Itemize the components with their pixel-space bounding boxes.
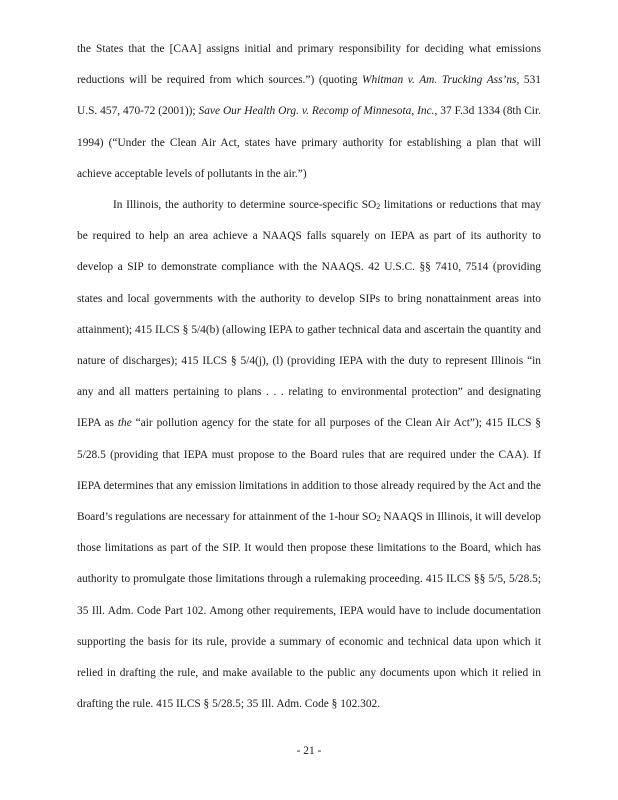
text-run: “air pollution agency for the state for all purposes of the Clean Air Act”); 415 ILCS § 5/28.5 (providing that IEPA must propose to the Board rules that are required under the CAA). If IEPA determines that any emission limitations in addition to those already required by the Act and the Board’s regulations are necessary for attainment of the 1-hour SO <box>77 417 541 524</box>
paragraph-illinois-authority <box>77 190 541 720</box>
case-citation: Save Our Health Org. v. Recomp of Minnesota, Inc. <box>198 105 435 118</box>
text-run: the States that the [CAA] assigns initial and primary responsibility for deciding what emissions reductions will be required from which sources.”) (quoting <box>77 43 541 87</box>
document-body <box>77 34 541 720</box>
page-number: - 21 - <box>296 745 322 757</box>
text-run: , 37 F.3d 1334 (8th Cir. 1994) (“Under the Clean Air Act, states have primary authority for establishing a plan that will achieve acceptable levels of pollutants in the air.”) <box>77 105 541 180</box>
case-citation: the <box>117 417 132 430</box>
paragraph-continuation <box>77 34 541 190</box>
subscript: 2 <box>376 202 381 212</box>
subscript: 2 <box>376 514 381 524</box>
case-citation: Whitman v. Am. Trucking Ass’ns, <box>362 74 520 87</box>
text-run: NAAQS in Illinois, it will develop those limitations as part of the SIP. It would then propose these limitations to the Board, which has authority to promulgate those limitations through a rulemaking proceeding. 415 ILCS §§ 5/5, 5/28.5; 35 Ill. Adm. Code Part 102. Among other requirements, IEPA would have to include documentation supporting the basis for its rule, provide a summary of economic and technical data upon which it relied in drafting the rule, and make available to the public any documents upon which it relied in drafting the rule. 415 ILCS § 5/28.5; 35 Ill. Adm. Code § 102.302. <box>77 511 541 711</box>
text-run: In Illinois, the authority to determine source-specific SO <box>113 199 377 212</box>
text-run: limitations or reductions that may be required to help an area achieve a NAAQS falls squarely on IEPA as part of its authority to develop a SIP to demonstrate compliance with the NAAQS. 42 U.S.C. §§ 7410, 7514 (providing states and local governments with the authority to develop SIPs to bring nonattainment areas into attainment); 415 ILCS § 5/4(b) (allowing IEPA to gather technical data and ascertain the quantity and nature of discharges); 415 ILCS § 5/4(j), (l) (providing IEPA with the duty to represent Illinois “in any and all matters pertaining to plans . . . relating to environmental protection” and designating IEPA as <box>77 199 541 430</box>
text-run: 531 U.S. 457, 470-72 (2001)); <box>77 74 542 118</box>
